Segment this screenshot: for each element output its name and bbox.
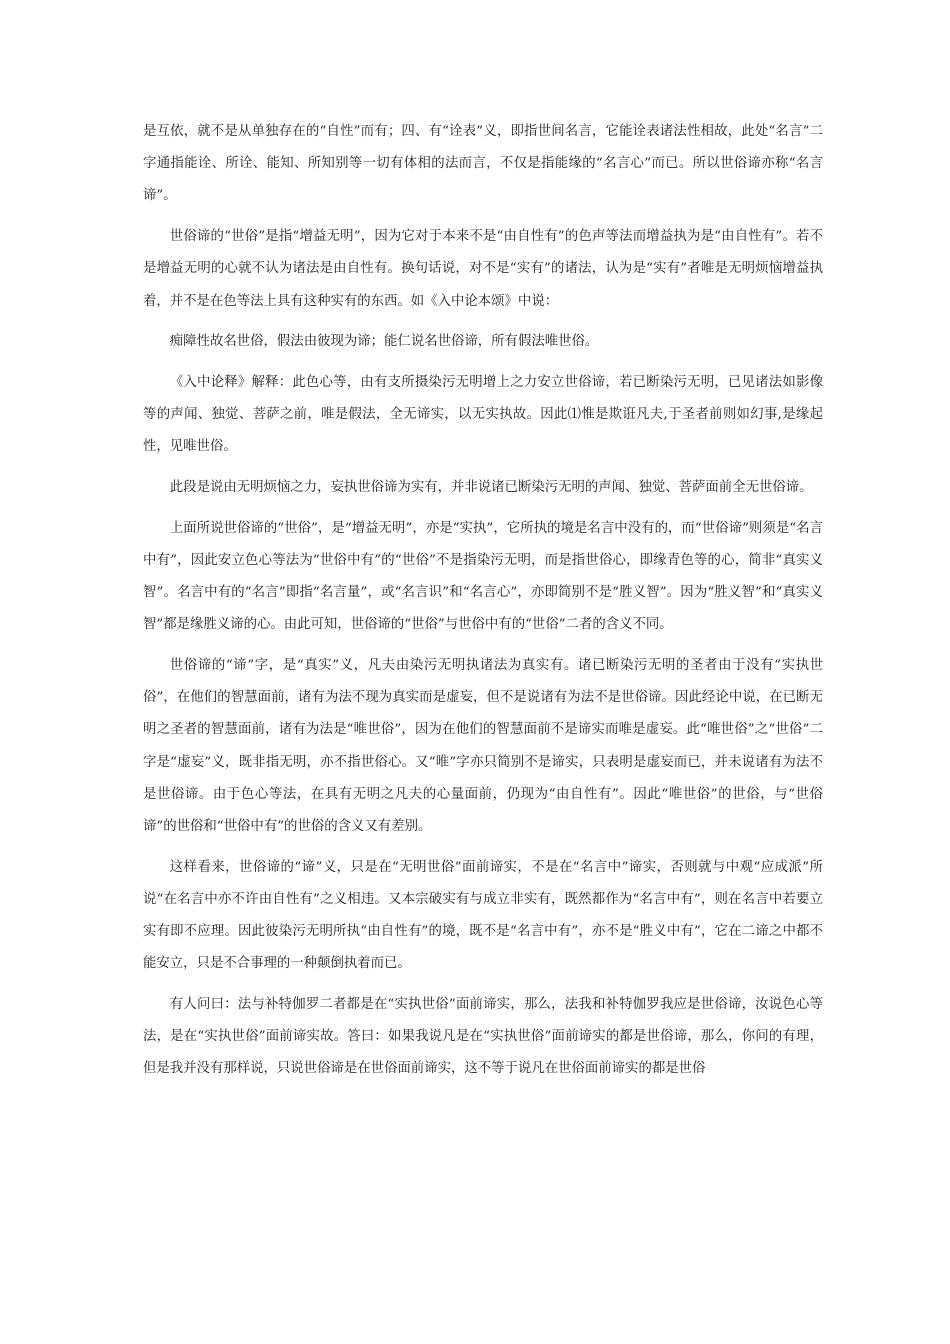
paragraph-8: 这样看来，世俗谛的“谛”义，只是在“无明世俗”面前谛实，不是在“名言中”谛实，否则就与中观“应成派”所说“在名言中亦不许由自性有”之义相违。又本宗破实有与成立非实有，既然都作为“名言中有”，则在名言中若要立实有即不应理。因此彼染污无明所执“由自性有”的境，既不是“名言中有”，亦不是“胜义中有”，它在二谛之中都不能安立，只是不合事理的一种颠倒执着而已。 [143, 859, 823, 972]
paragraph-4: 《入中论释》解释：此色心等，由有支所摄染污无明增上之力安立世俗谛，若已断染污无明，已见诸法如影像等的声闻、独觉、菩萨之前，唯是假法，全无谛实，以无实执故。因此⑴惟是欺诳凡夫,于圣者前则如幻事,是缘起性，见唯世俗。 [143, 374, 823, 455]
paragraph-2: 世俗谛的“世俗”是指“增益无明”，因为它对于本来不是“由自性有”的色声等法而增益执为是“由自性有”。若不是增益无明的心就不认为诸法是由自性有。换句话说，对不是“实有”的诸法，认为是“实有”者唯是无明烦恼增益执着，并不是在色等法上具有这种实有的东西。如《入中论本颂》中说： [143, 229, 823, 309]
document-body [143, 116, 823, 1094]
paragraph-6: 上面所说世俗谛的“世俗”，是“增益无明”，亦是“实执”，它所执的境是名言中没有的，而“世俗谛”则须是“名言中有”，因此安立色心等法为“世俗中有”的“世俗”不是指染污无明，而是指世俗心，即缘青色等的心，简非“真实义智”。名言中有的“名言”即指“名言量”，或“名言识”和“名言心”，亦即简别不是“胜义智”。因为“胜义智”和“真实义智”都是缘胜义谛的心。由此可知，世俗谛的“世俗”与世俗中有的“世俗”二者的含义不同。 [143, 520, 823, 633]
verse-quote: 痴障性故名世俗，假法由彼现为谛；能仁说名世俗谛，所有假法唯世俗。 [169, 334, 599, 350]
paragraph-1: 是互依，就不是从单独存在的“自性”而有；四、有“诠表”义，即指世间名言，它能诠表诸法性相故，此处“名言”二字通指能诠、所诠、能知、所知别等一切有体相的法而言，不仅是指能缘的“名言心”而已。所以世俗谛亦称“名言谛”。 [143, 124, 823, 204]
paragraph-7: 世俗谛的“谛”字，是“真实”义，凡夫由染污无明执诸法为真实有。诸已断染污无明的圣者由于没有“实执世俗”，在他们的智慧面前，诸有为法不现为真实而是虚妄，但不是说诸有为法不是世俗谛。因此经论中说，在已断无明之圣者的智慧面前，诸有为法是“唯世俗”，因为在他们的智慧面前不是谛实而唯是虚妄。此“唯世俗”之“世俗”二字是“虚妄”义，既非指无明，亦不指世俗心。又“唯”字亦只简别不是谛实，只表明是虚妄而已，并未说诸有为法不是世俗谛。由于色心等法，在具有无明之凡夫的心量面前，仍现为“由自性有”。因此“唯世俗”的世俗，与“世俗谛”的世俗和“世俗中有”的世俗的含义又有差别。 [143, 658, 823, 835]
paragraph-5: 此段是说由无明烦恼之力，妄执世俗谛为实有，并非说诸已断染污无明的声闻、独觉、菩萨面前全无世俗谛。 [169, 480, 813, 496]
paragraph-9: 有人问曰：法与补特伽罗二者都是在“实执世俗”面前谛实，那么，法我和补特伽罗我应是世俗谛，汝说色心等法，是在“实执世俗”面前谛实故。答曰：如果我说凡是在“实执世俗”面前谛实的都是世俗谛，那么，你问的有理，但是我并没有那样说，只说世俗谛是在世俗面前谛实，这不等于说凡在世俗面前谛实的都是世俗 [143, 997, 823, 1077]
